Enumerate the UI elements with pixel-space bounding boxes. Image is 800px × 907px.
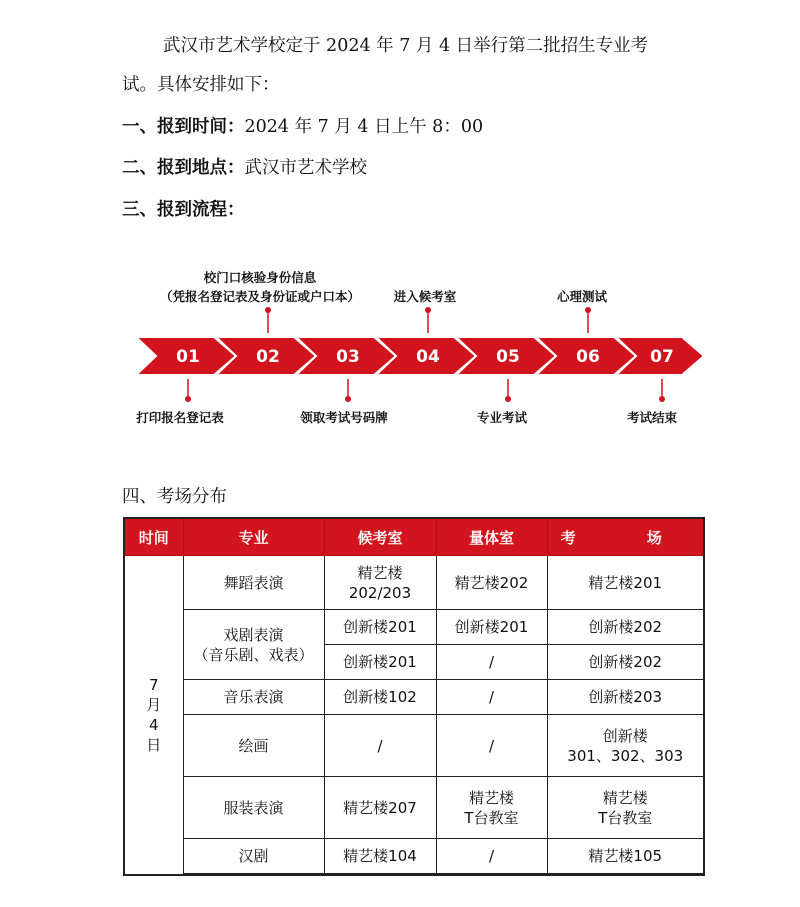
- report-time: [122, 113, 483, 138]
- date-cell: 7 月 4 日: [124, 556, 183, 876]
- report-place-value: 武汉市艺术学校: [244, 158, 367, 178]
- measure-cell: 精艺楼 T台教室: [436, 777, 547, 839]
- measure-cell: /: [436, 645, 547, 680]
- step-05-dot: [505, 396, 511, 402]
- step-05-number: 05: [496, 347, 520, 367]
- intro-line-2: 试。具体安排如下：: [122, 75, 280, 95]
- exam-cell: 精艺楼105: [547, 839, 704, 874]
- step-02-dot: [265, 307, 271, 313]
- step-02-note: （凭报名登记表及身份证或户口本）: [159, 289, 360, 304]
- step-06-dot: [585, 307, 591, 313]
- header-waiting-room: 候考室: [324, 518, 436, 556]
- step-03-label: 领取考试号码牌: [300, 410, 388, 425]
- waiting-cell: 精艺楼207: [324, 777, 436, 839]
- waiting-cell: 创新楼201: [324, 645, 436, 680]
- table-row: [124, 556, 704, 610]
- step-07-dot: [659, 396, 665, 402]
- report-process-label: 三、报到流程：: [122, 200, 245, 220]
- exam-cell: 精艺楼 T台教室: [547, 777, 704, 839]
- step-04-number: 04: [416, 347, 440, 367]
- table-row: [124, 680, 704, 715]
- report-place-label: 二、报到地点：: [122, 158, 245, 178]
- waiting-cell: 精艺楼 202/203: [324, 556, 436, 610]
- major-cell: 服装表演: [183, 777, 324, 839]
- step-07-label: 考试结束: [626, 410, 677, 425]
- table-row: [124, 839, 704, 874]
- step-06-number: 06: [576, 347, 600, 367]
- exam-cell: 精艺楼201: [547, 556, 704, 610]
- header-time: 时间: [124, 518, 183, 556]
- waiting-cell: 创新楼102: [324, 680, 436, 715]
- major-cell: 绘画: [183, 715, 324, 777]
- waiting-cell: 精艺楼104: [324, 839, 436, 874]
- step-05-label: 专业考试: [476, 410, 527, 425]
- step-02-label: 校门口核验身份信息: [203, 270, 317, 285]
- step-04-dot: [425, 307, 431, 313]
- table-row: [124, 715, 704, 777]
- table-header-row: [124, 518, 704, 556]
- measure-cell: 创新楼201: [436, 610, 547, 645]
- step-01-number: 01: [176, 347, 200, 367]
- major-cell: 汉剧: [183, 839, 324, 874]
- major-cell: 舞蹈表演: [183, 556, 324, 610]
- table-row: [124, 610, 704, 645]
- intro-line-1: 武汉市艺术学校定于 2024 年 7 月 4 日举行第二批招生专业考: [163, 36, 649, 56]
- exam-cell: 创新楼 301、302、303: [547, 715, 704, 777]
- section-4-title: 四、考场分布: [122, 487, 227, 507]
- step-06-label: 心理测试: [556, 289, 607, 304]
- exam-cell: 创新楼203: [547, 680, 704, 715]
- step-01-label: 打印报名登记表: [136, 410, 224, 425]
- exam-schedule-table: [123, 517, 705, 876]
- waiting-cell: /: [324, 715, 436, 777]
- measure-cell: 精艺楼202: [436, 556, 547, 610]
- major-cell: 音乐表演: [183, 680, 324, 715]
- step-03-dot: [345, 396, 351, 402]
- step-02-number: 02: [256, 347, 280, 367]
- header-exam-room: 考 场: [547, 518, 704, 556]
- header-measure-room: 量体室: [436, 518, 547, 556]
- report-time-value: 2024 年 7 月 4 日上午 8：00: [244, 117, 484, 137]
- major-cell: 戏剧表演 （音乐剧、戏表）: [183, 610, 324, 680]
- process-flow: [0, 260, 800, 440]
- exam-cell: 创新楼202: [547, 645, 704, 680]
- step-04-label: 进入候考室: [393, 289, 457, 304]
- header-major: 专业: [183, 518, 324, 556]
- report-time-label: 一、报到时间：: [122, 117, 245, 137]
- waiting-cell: 创新楼201: [324, 610, 436, 645]
- measure-cell: /: [436, 839, 547, 874]
- measure-cell: /: [436, 680, 547, 715]
- table-row: [124, 777, 704, 839]
- exam-cell: 创新楼202: [547, 610, 704, 645]
- report-process: [122, 196, 245, 221]
- step-07-number: 07: [650, 347, 674, 367]
- report-place: [122, 154, 367, 179]
- step-03-number: 03: [336, 347, 360, 367]
- step-01-dot: [185, 396, 191, 402]
- measure-cell: /: [436, 715, 547, 777]
